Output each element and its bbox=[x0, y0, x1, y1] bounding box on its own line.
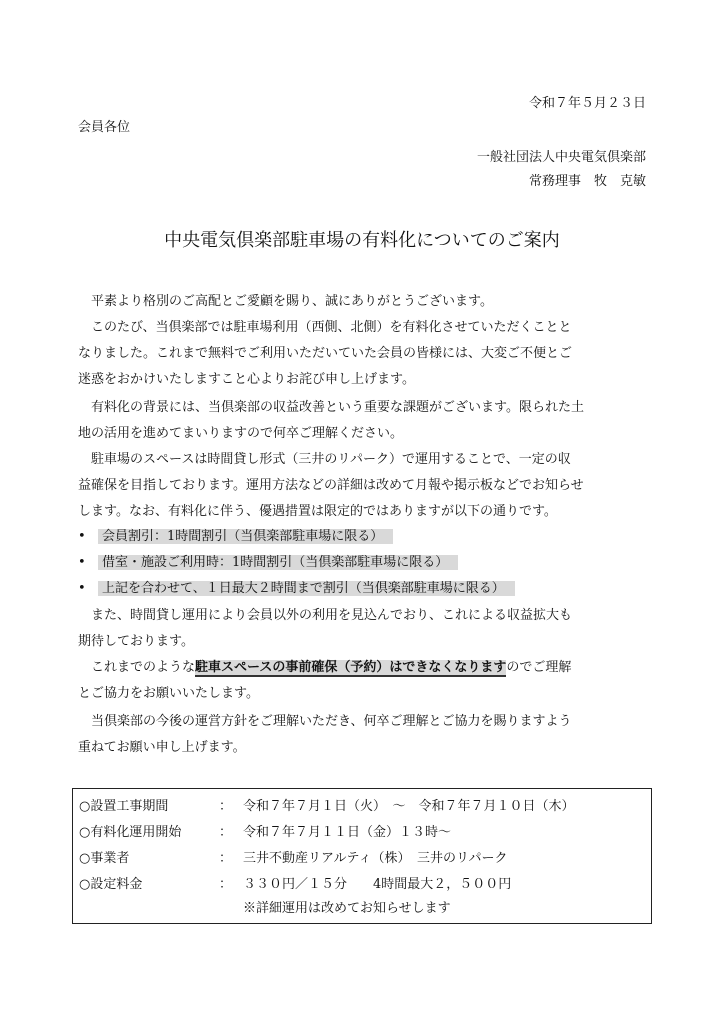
info-value: 三井不動産リアルティ（株） 三井のリパーク bbox=[243, 851, 508, 866]
body-line: なりました。これまで無料でご利用いただいていた会員の皆様には、大変ご不便とご bbox=[78, 346, 573, 361]
info-colon: ： bbox=[219, 851, 233, 866]
body-line: 当倶楽部の今後の運営方針をご理解いただき、何卒ご理解とご協力を賜りますよう bbox=[78, 714, 572, 729]
bullet-text: 会員割引：1時間割引（当倶楽部駐車場に限る） bbox=[98, 529, 393, 544]
signer-name: 常務理事 牧 克敏 bbox=[528, 174, 646, 189]
body-line: このたび、当倶楽部では駐車場利用（西側、北側）を有料化させていただくことと bbox=[78, 320, 572, 335]
bullet-text: 上記を合わせて、１日最大２時間まで割引（当倶楽部駐車場に限る） bbox=[98, 581, 515, 596]
discount-bullet bbox=[78, 526, 393, 548]
schedule-info-box bbox=[72, 788, 652, 924]
info-colon: ： bbox=[219, 799, 233, 814]
reservation-line bbox=[78, 660, 571, 676]
body-line: とご協力をお願いいたします。 bbox=[78, 686, 259, 701]
info-value: 令和７年７月１日（火） ～ 令和７年７月１０日（木） bbox=[243, 799, 575, 814]
document-date: 令和７年５月２３日 bbox=[528, 96, 646, 111]
info-label: ○有料化運用開始 bbox=[79, 825, 182, 840]
reservation-post: のでご理解 bbox=[506, 660, 572, 675]
discount-bullet bbox=[78, 578, 515, 600]
body-line: 迷惑をおかけいたしますこと心よりお詫び申し上げます。 bbox=[78, 372, 415, 387]
body-line: 有料化の背景には、当倶楽部の収益改善という重要な課題がございます。限られた土 bbox=[78, 400, 584, 415]
body-line: また、時間貸し運用により会員以外の利用を見込んでおり、これによる収益拡大も bbox=[78, 608, 573, 623]
discount-bullet bbox=[78, 552, 458, 574]
body-line: します。なお、有料化に伴う、優遇措置は限定的ではありますが以下の通りです。 bbox=[78, 504, 557, 519]
document-title: 中央電気倶楽部駐車場の有料化についてのご案内 bbox=[164, 230, 560, 251]
body-line: 期待しております。 bbox=[78, 634, 194, 649]
bullet-icon: • bbox=[78, 581, 86, 596]
body-line: 駐車場のスペースは時間貸し形式（三井のリパーク）で運用することで、一定の収 bbox=[78, 452, 571, 467]
organization-name: 一般社団法人中央電気倶楽部 bbox=[476, 150, 646, 165]
info-colon: ： bbox=[219, 877, 233, 892]
body-line: 平素より格別のご高配とご愛顧を賜り、誠にありがとうございます。 bbox=[78, 294, 493, 309]
info-label: ○設定料金 bbox=[79, 877, 143, 892]
info-colon: ： bbox=[219, 825, 233, 840]
reservation-emphasis: 駐車スペースの事前確保（予約）はできなくなります bbox=[195, 660, 507, 675]
body-line: 益確保を目指しております。運用方法などの詳細は改めて月報や掲示板などでお知らせ bbox=[78, 478, 584, 493]
reservation-pre: これまでのような bbox=[78, 660, 196, 675]
info-label: ○事業者 bbox=[79, 851, 130, 866]
bullet-icon: • bbox=[78, 529, 86, 544]
body-line: 地の活用を進めてまいりますので何卒ご理解ください。 bbox=[78, 426, 404, 441]
body-line: 重ねてお願い申し上げます。 bbox=[78, 740, 246, 755]
bullet-icon: • bbox=[78, 555, 86, 570]
bullet-text: 借室・施設ご利用時：1時間割引（当倶楽部駐車場に限る） bbox=[98, 555, 458, 570]
info-value: ３３０円／１５分 4時間最大２，５００円 bbox=[243, 877, 512, 892]
info-label: ○設置工事期間 bbox=[79, 799, 169, 814]
recipient: 会員各位 bbox=[78, 120, 131, 135]
info-note: ※詳細運用は改めてお知らせします bbox=[243, 901, 451, 916]
info-value: 令和７年７月１１日（金）１３時～ bbox=[243, 825, 452, 840]
